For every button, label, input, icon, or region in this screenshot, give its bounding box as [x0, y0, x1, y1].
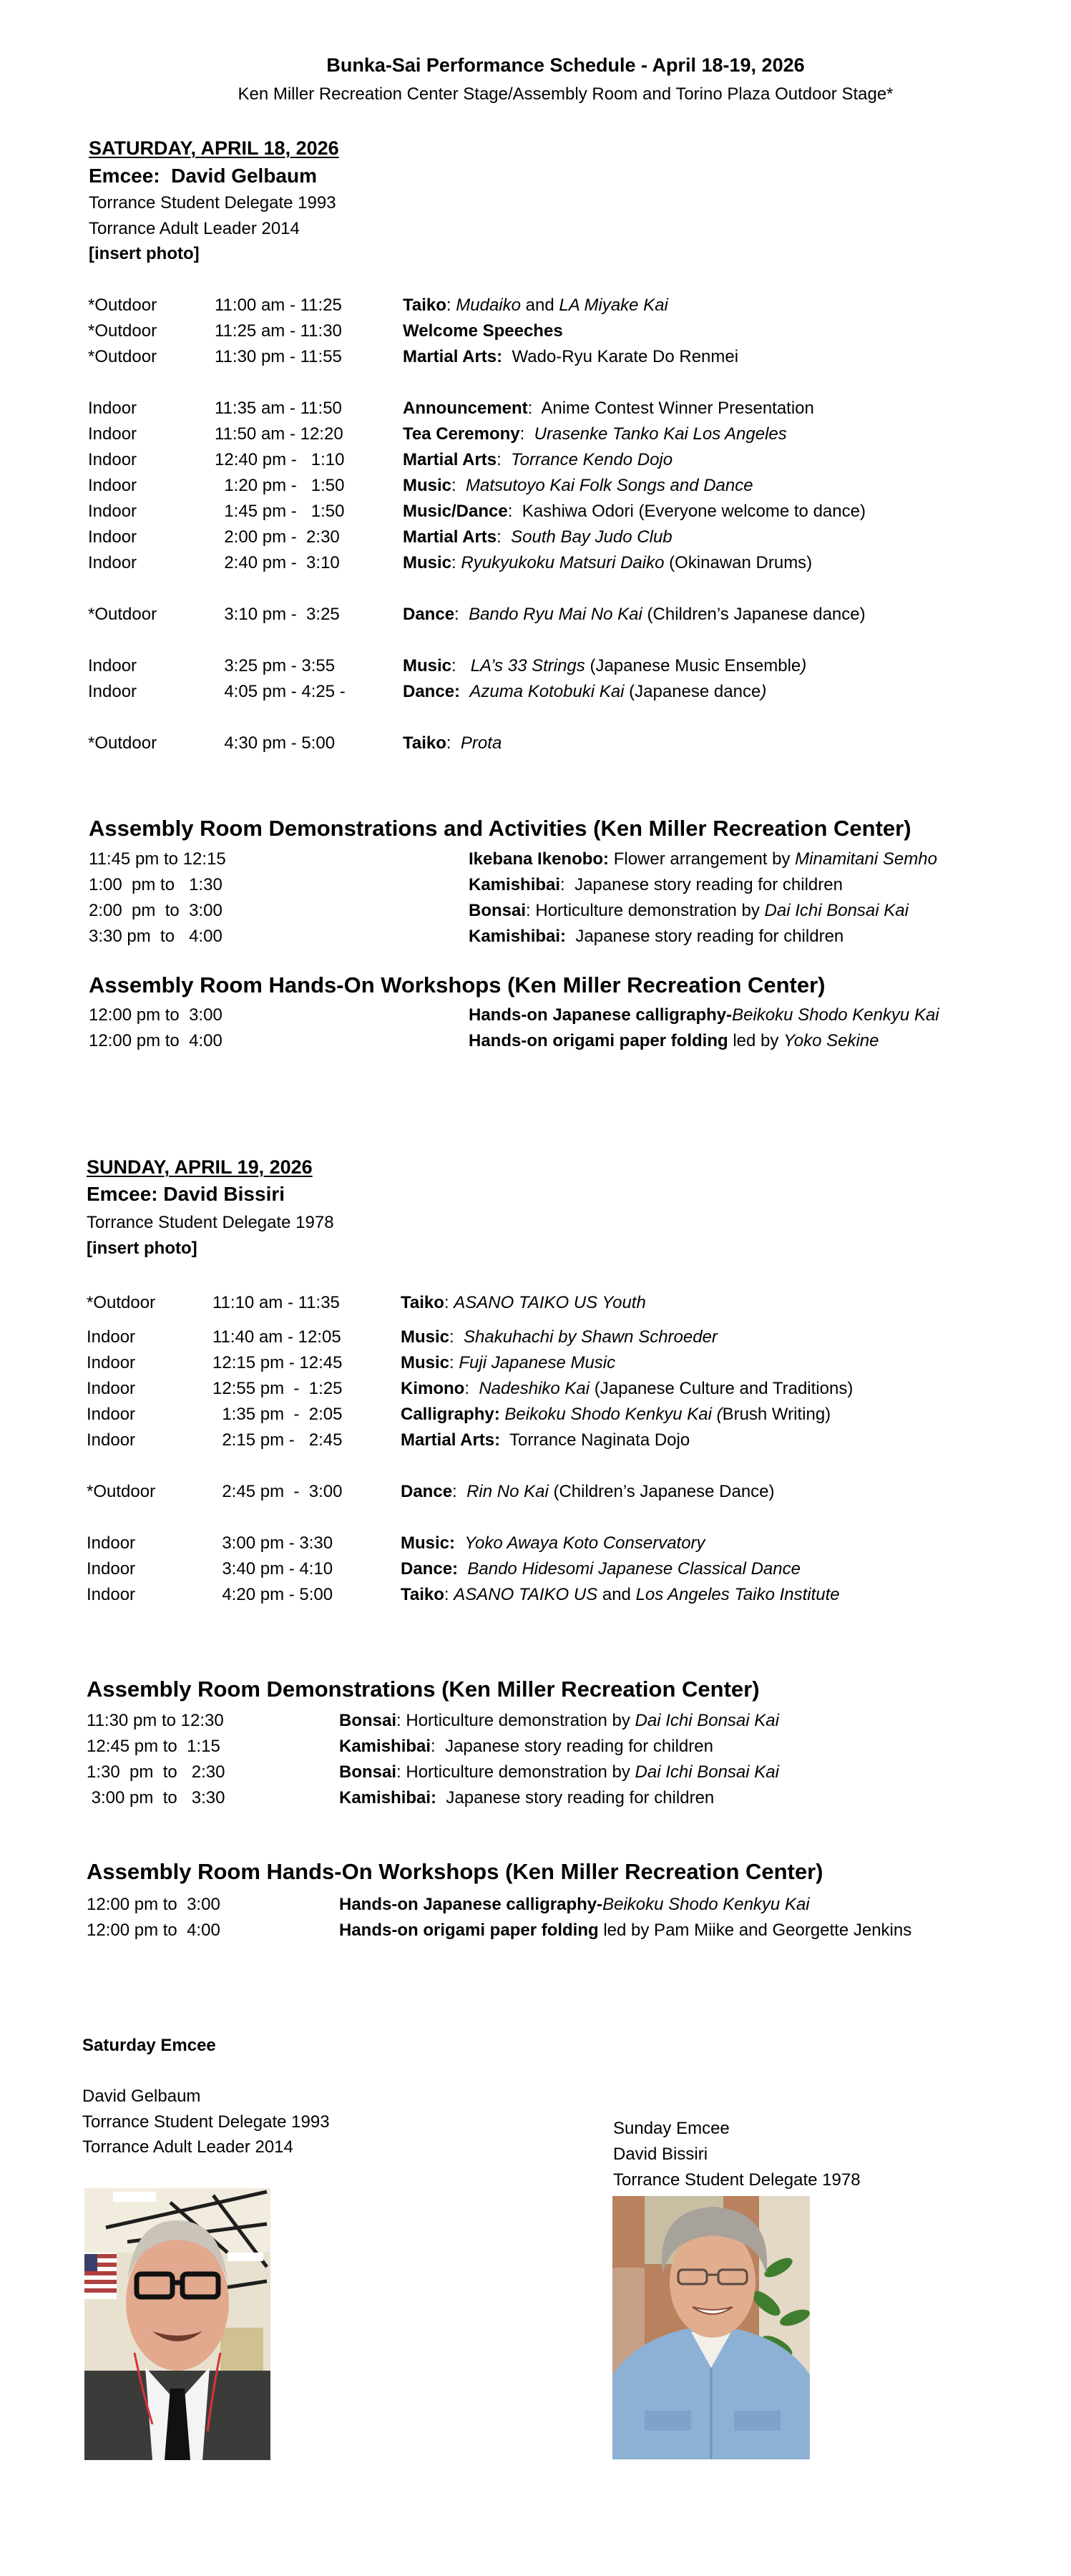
time-range: 11:35 am - 11:50 [215, 399, 342, 418]
activity-category: Kamishibai: [469, 927, 567, 946]
activity-detail: (Japanese Music Ensemble [585, 656, 801, 675]
time-range: 12:00 pm to 3:00 [89, 1005, 222, 1025]
separator [609, 849, 614, 869]
separator: : [431, 1737, 446, 1756]
activity-category: Announcement [403, 399, 528, 418]
sunday-demos-heading: Assembly Room Demonstrations (Ken Miller Recreation Center) [87, 1677, 760, 1702]
separator: : [451, 476, 466, 495]
time-range: 11:40 am - 12:05 [212, 1327, 341, 1347]
location: Indoor [88, 527, 137, 547]
performer-name: Dai Ichi Bonsai Kai [635, 1711, 779, 1730]
activity [401, 1561, 801, 1578]
separator: : [507, 502, 522, 521]
activity [469, 1007, 939, 1024]
performer-name: Nadeshiko Kai [479, 1379, 590, 1398]
performer-name: Prota [460, 733, 502, 753]
saturday-heading: SATURDAY, APRIL 18, 2026 [89, 137, 339, 159]
photo-placeholder: [insert photo] [89, 244, 200, 263]
performer-name: Mudaiko [456, 296, 521, 315]
time-range: 12:00 pm to 4:00 [89, 1031, 222, 1050]
activity-detail: Horticulture demonstration by [406, 1711, 635, 1730]
saturday-emcee-caption-name: David Gelbaum [82, 2087, 201, 2106]
saturday-emcee: Emcee: David Gelbaum [89, 165, 318, 187]
saturday-emcee-caption-detail: Torrance Adult Leader 2014 [82, 2137, 293, 2157]
activity-category: Taiko [403, 733, 446, 753]
location: *Outdoor [87, 1293, 156, 1312]
activity [403, 503, 866, 520]
page-subtitle: Ken Miller Recreation Center Stage/Assembly Room and Torino Plaza Outdoor Stage* [238, 84, 894, 104]
activity-category: Dance: [401, 1559, 459, 1579]
saturday-emcee-detail: Torrance Adult Leader 2014 [89, 219, 300, 238]
activity-detail: (Children’s Japanese dance) [642, 605, 866, 624]
activity-detail: Japanese story reading for children [445, 1737, 713, 1756]
activity [403, 735, 502, 752]
activity-category: Hands-on Japanese calligraphy- [339, 1895, 603, 1914]
separator: : [396, 1762, 406, 1782]
location: Indoor [88, 424, 137, 444]
activity-category: Kamishibai: [339, 1788, 437, 1807]
activity [403, 400, 814, 417]
activity-detail: Japanese story reading for children [446, 1788, 715, 1807]
activity-detail: Japanese story reading for children [574, 875, 843, 894]
activity-detail: Kashiwa Odori (Everyone welcome to dance) [522, 502, 866, 521]
performer-name: Beikoku Shodo Kenkyu Kai [602, 1895, 810, 1914]
activity-category: Hands-on origami paper folding [339, 1921, 599, 1940]
time-range: 2:40 pm - 3:10 [215, 553, 340, 572]
time-range: 3:40 pm - 4:10 [212, 1559, 333, 1579]
activity-category: Martial Arts: [401, 1430, 501, 1450]
time-range: 11:10 am - 11:35 [212, 1293, 340, 1312]
activity-category: Kamishibai [469, 875, 561, 894]
separator [566, 927, 575, 946]
activity [469, 928, 843, 945]
performer-name: LA Miyake Kai [559, 296, 668, 315]
activity-detail: and [597, 1585, 636, 1604]
separator: : [446, 733, 461, 753]
performer-name: Beikoku Shodo Kenkyu Kai [732, 1005, 939, 1025]
saturday-emcee-detail: Torrance Student Delegate 1993 [89, 193, 336, 213]
activity [403, 606, 866, 623]
time-range: 12:55 pm - 1:25 [212, 1379, 343, 1398]
performer-name: ) [801, 656, 807, 675]
activity-category: Kamishibai [339, 1737, 431, 1756]
activity [401, 1294, 646, 1312]
activity [339, 1896, 810, 1913]
activity-category: Dance [401, 1482, 453, 1501]
activity-detail: (Children’s Japanese Dance) [548, 1482, 775, 1501]
location: *Outdoor [88, 296, 157, 315]
activity [469, 851, 937, 868]
separator: : [444, 1585, 454, 1604]
performer-name: South Bay Judo Club [511, 527, 673, 547]
activity [401, 1483, 775, 1501]
activity-detail: Torrance Naginata Dojo [509, 1430, 690, 1450]
time-range: 3:00 pm to 3:30 [87, 1788, 225, 1807]
activity [401, 1535, 705, 1552]
separator [458, 1559, 467, 1579]
sunday-emcee: Emcee: David Bissiri [87, 1183, 285, 1205]
performer-name: ASANO TAIKO US [454, 1585, 598, 1604]
performer-name: Yoko Awaya Koto Conservatory [464, 1533, 705, 1553]
activity-category: Music [401, 1353, 450, 1372]
activity-category: Tea Ceremony [403, 424, 520, 444]
time-range: 3:00 pm - 3:30 [212, 1533, 333, 1553]
time-range: 1:30 pm to 2:30 [87, 1762, 225, 1782]
activity-detail: led by Pam Miike and Georgette Jenkins [603, 1921, 912, 1940]
location: Indoor [88, 476, 137, 495]
performer-name: Bando Ryu Mai No Kai [469, 605, 642, 624]
activity-detail: Wado-Ryu Karate Do Renmei [512, 347, 739, 366]
performer-name: Dai Ichi Bonsai Kai [635, 1762, 779, 1782]
separator: : [527, 399, 542, 418]
separator: : [446, 296, 456, 315]
activity-category: Music [401, 1327, 450, 1347]
time-range: 11:00 am - 11:25 [215, 296, 342, 315]
sunday-emcee-detail: Torrance Student Delegate 1978 [87, 1213, 334, 1232]
activity-category: Bonsai [339, 1762, 397, 1782]
sunday-heading: SUNDAY, APRIL 19, 2026 [87, 1156, 313, 1178]
separator: : [451, 553, 461, 572]
saturday-emcee-caption-heading: Saturday Emcee [82, 2036, 216, 2055]
location: *Outdoor [87, 1482, 156, 1501]
saturday-workshops-heading: Assembly Room Hands-On Workshops (Ken Miller Recreation Center) [89, 972, 826, 997]
activity [339, 1738, 713, 1755]
separator: : [519, 424, 534, 444]
location: Indoor [87, 1327, 136, 1347]
time-range: 1:45 pm - 1:50 [215, 502, 345, 521]
location: Indoor [87, 1353, 136, 1372]
location: Indoor [87, 1585, 136, 1604]
location: Indoor [87, 1405, 136, 1424]
separator: : [526, 901, 536, 920]
activity-detail: Horticulture demonstration by [406, 1762, 635, 1782]
location: Indoor [88, 502, 137, 521]
time-range: 2:15 pm - 2:45 [212, 1430, 343, 1450]
activity-detail: Horticulture demonstration by [535, 901, 765, 920]
activity [401, 1355, 615, 1372]
activity-detail: (Okinawan Drums) [664, 553, 813, 572]
separator: : [444, 1293, 454, 1312]
location: Indoor [88, 450, 137, 469]
activity-category: Music [403, 656, 452, 675]
activity [401, 1329, 718, 1346]
activity [403, 452, 673, 469]
activity [401, 1432, 690, 1449]
sunday-emcee-photo [612, 2196, 810, 2459]
separator [460, 682, 469, 701]
saturday-emcee-caption-detail: Torrance Student Delegate 1993 [82, 2112, 330, 2132]
performer-name: Fuji Japanese Music [459, 1353, 616, 1372]
activity-category: Music [403, 553, 452, 572]
performer-name: Torrance Kendo Dojo [511, 450, 673, 469]
activity-category: Calligraphy: [401, 1405, 500, 1424]
sunday-workshops-heading: Assembly Room Hands-On Workshops (Ken Miller Recreation Center) [87, 1859, 823, 1884]
activity-category: Kimono [401, 1379, 465, 1398]
time-range: 12:15 pm - 12:45 [212, 1353, 343, 1372]
activity-category: Welcome Speeches [403, 321, 563, 341]
activity [339, 1790, 714, 1807]
sunday-emcee-caption-heading: Sunday Emcee [613, 2119, 730, 2138]
page-title: Bunka-Sai Performance Schedule - April 18-19, 2026 [326, 54, 805, 76]
activity-detail: led by [733, 1031, 784, 1050]
activity-category: Taiko [401, 1585, 444, 1604]
separator: : [497, 527, 512, 547]
activity-detail: Anime Contest Winner Presentation [541, 399, 814, 418]
time-range: 1:00 pm to 1:30 [89, 875, 222, 894]
location: Indoor [87, 1430, 136, 1450]
time-range: 12:00 pm to 4:00 [87, 1921, 220, 1940]
activity [401, 1406, 831, 1423]
time-range: 3:30 pm to 4:00 [89, 927, 222, 946]
time-range: 1:20 pm - 1:50 [215, 476, 345, 495]
activity-category: Hands-on origami paper folding [469, 1031, 728, 1050]
separator: : [497, 450, 512, 469]
activity [469, 1033, 879, 1050]
performer-name: Yoko Sekine [783, 1031, 879, 1050]
activity [469, 902, 909, 919]
sunday-emcee-caption-name: David Bissiri [613, 2145, 708, 2164]
activity-category: Bonsai [339, 1711, 397, 1730]
performer-name: Urasenke Tanko Kai Los Angeles [534, 424, 787, 444]
time-range: 11:25 am - 11:30 [215, 321, 342, 341]
time-range: 12:00 pm to 3:00 [87, 1895, 220, 1914]
activity-category: Music/Dance [403, 502, 508, 521]
location: Indoor [88, 682, 137, 701]
location: Indoor [87, 1559, 136, 1579]
location: Indoor [88, 656, 137, 675]
performer-name: Dai Ichi Bonsai Kai [764, 901, 909, 920]
performer-name: ) [761, 682, 767, 701]
activity [403, 529, 673, 546]
separator [455, 1533, 464, 1553]
separator: : [454, 605, 469, 624]
sunday-emcee-caption-detail: Torrance Student Delegate 1978 [613, 2170, 861, 2190]
separator [500, 1430, 509, 1450]
activity-category: Hands-on Japanese calligraphy- [469, 1005, 733, 1025]
location: *Outdoor [88, 321, 157, 341]
time-range: 3:10 pm - 3:25 [215, 605, 340, 624]
time-range: 3:25 pm - 3:55 [215, 656, 336, 675]
activity-category: Martial Arts [403, 527, 497, 547]
time-range: 12:40 pm - 1:10 [215, 450, 345, 469]
separator: : [451, 656, 471, 675]
separator: : [449, 1353, 459, 1372]
location: Indoor [88, 553, 137, 572]
activity [339, 1764, 779, 1781]
time-range: 11:50 am - 12:20 [215, 424, 343, 444]
activity [339, 1712, 779, 1729]
activity-category: Taiko [401, 1293, 444, 1312]
time-range: 11:30 pm to 12:30 [87, 1711, 224, 1730]
separator: : [452, 1482, 467, 1501]
portrait-illustration [84, 2188, 270, 2460]
location: Indoor [87, 1379, 136, 1398]
performer-name: Ryukyukoku Matsuri Daiko [461, 553, 665, 572]
activity-detail: Japanese story reading for children [575, 927, 844, 946]
activity [403, 477, 753, 494]
time-range: 11:45 pm to 12:15 [89, 849, 226, 869]
location: Indoor [87, 1533, 136, 1553]
performer-name: Matsutoyo Kai Folk Songs and Dance [466, 476, 753, 495]
activity-category: Taiko [403, 296, 446, 315]
time-range: 12:45 pm to 1:15 [87, 1737, 220, 1756]
performer-name: ASANO TAIKO US Youth [454, 1293, 646, 1312]
performer-name: Beikoku Shodo Kenkyu Kai ( [504, 1405, 723, 1424]
location: Indoor [88, 399, 137, 418]
activity-category: Dance [403, 605, 455, 624]
activity-category: Music [403, 476, 452, 495]
activity [403, 555, 812, 572]
performer-name: LA’s 33 Strings [470, 656, 585, 675]
time-range: 4:20 pm - 5:00 [212, 1585, 333, 1604]
location: *Outdoor [88, 347, 157, 366]
saturday-emcee-photo [84, 2188, 270, 2460]
time-range: 1:35 pm - 2:05 [212, 1405, 343, 1424]
performer-name: Rin No Kai [466, 1482, 549, 1501]
activity-detail: Brush Writing) [722, 1405, 831, 1424]
location: *Outdoor [88, 733, 157, 753]
time-range: 4:05 pm - 4:25 - [215, 682, 346, 701]
activity [403, 426, 787, 443]
performer-name: Bando Hidesomi Japanese Classical Dance [467, 1559, 801, 1579]
separator: : [560, 875, 575, 894]
saturday-demos-heading: Assembly Room Demonstrations and Activities (Ken Miller Recreation Center) [89, 816, 911, 841]
portrait-illustration [612, 2196, 810, 2459]
activity-detail: and [520, 296, 559, 315]
activity-category: Bonsai [469, 901, 527, 920]
time-range: 2:45 pm - 3:00 [212, 1482, 343, 1501]
time-range: 2:00 pm to 3:00 [89, 901, 222, 920]
time-range: 2:00 pm - 2:30 [215, 527, 340, 547]
separator [436, 1788, 446, 1807]
activity-category: Music: [401, 1533, 456, 1553]
separator [502, 347, 512, 366]
time-range: 4:30 pm - 5:00 [215, 733, 336, 753]
location: *Outdoor [88, 605, 157, 624]
activity-detail: (Japanese Culture and Traditions) [590, 1379, 854, 1398]
time-range: 11:30 pm - 11:55 [215, 347, 342, 366]
activity-detail: Flower arrangement by [613, 849, 796, 869]
activity-detail: (Japanese dance [624, 682, 761, 701]
activity-category: Martial Arts [403, 450, 497, 469]
activity [403, 683, 766, 701]
activity [403, 658, 806, 675]
activity [403, 323, 563, 340]
performer-name: Shakuhachi by Shawn Schroeder [464, 1327, 718, 1347]
activity-category: Dance: [403, 682, 461, 701]
activity-category: Martial Arts: [403, 347, 503, 366]
photo-placeholder: [insert photo] [87, 1239, 197, 1258]
performer-name: Minamitani Semho [795, 849, 937, 869]
separator: : [464, 1379, 479, 1398]
separator: : [396, 1711, 406, 1730]
performer-name: Los Angeles Taiko Institute [635, 1585, 840, 1604]
activity [403, 297, 668, 314]
separator: : [449, 1327, 464, 1347]
activity [339, 1922, 911, 1939]
activity [403, 348, 738, 366]
activity-category: Ikebana Ikenobo: [469, 849, 610, 869]
activity [469, 877, 843, 894]
performer-name: Azuma Kotobuki Kai [469, 682, 625, 701]
activity [401, 1380, 853, 1397]
activity [401, 1586, 840, 1604]
